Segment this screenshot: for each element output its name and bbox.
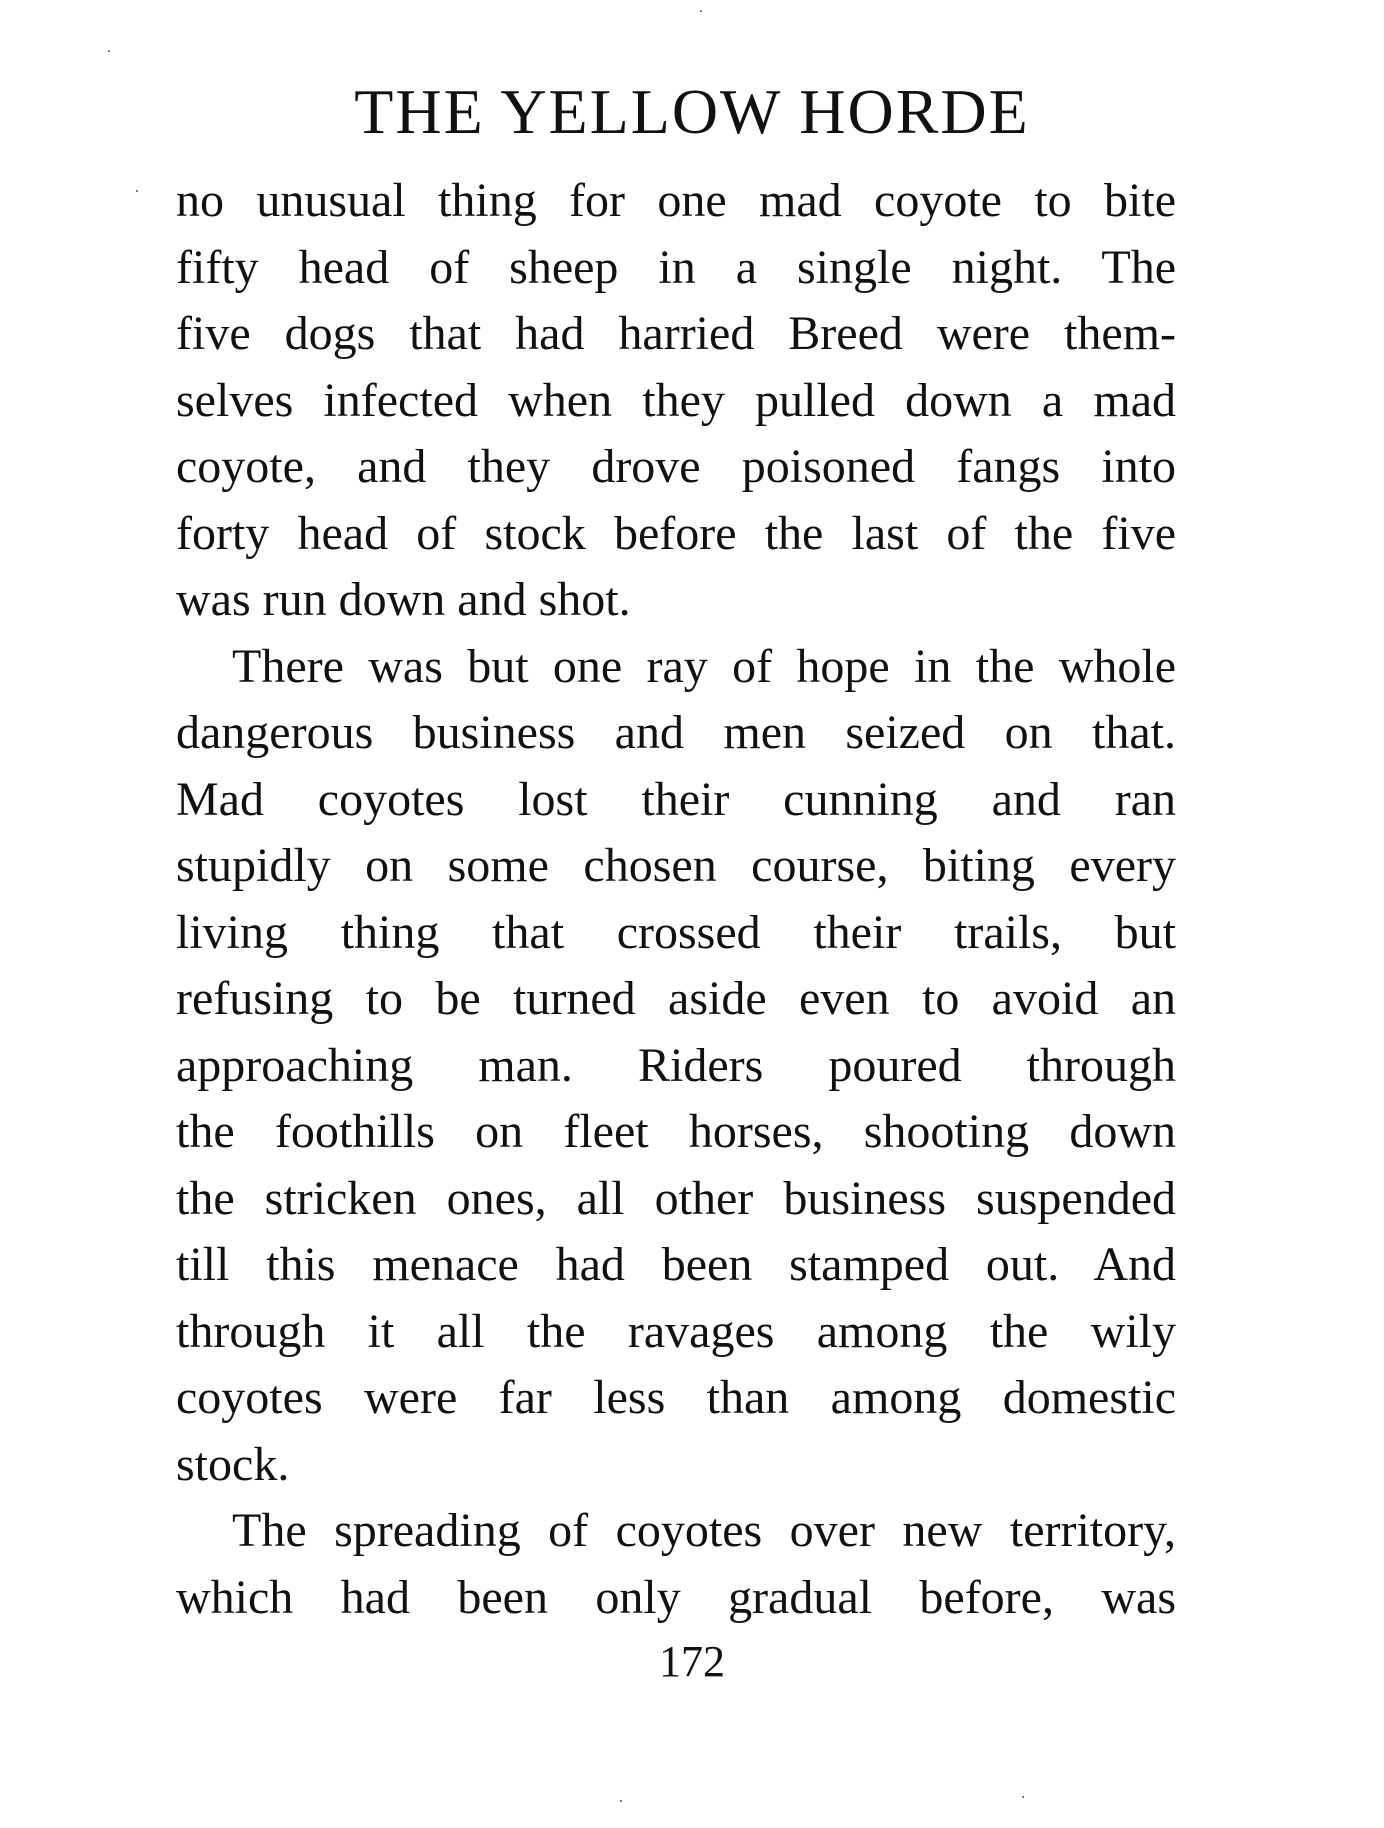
text-line: There was but one ray of hope in the whole: [232, 639, 1176, 693]
text-line: no unusual thing for one mad coyote to bite: [176, 174, 1176, 227]
text-line: fifty head of sheep in a single night. The: [176, 240, 1176, 294]
text-line: was run down and shot.: [176, 573, 631, 626]
scan-speck: [620, 1800, 622, 1802]
text-line: forty head of stock before the last of the five: [176, 506, 1176, 560]
text-line: through it all the ravages among the wily: [176, 1304, 1176, 1358]
page-number: 172: [659, 1637, 725, 1686]
text-line: Mad coyotes lost their cunning and ran: [176, 772, 1176, 826]
text-line: coyote, and they drove poisoned fangs into: [176, 440, 1176, 493]
text-line: which had been only gradual before, was: [176, 1570, 1176, 1624]
text-line: stupidly on some chosen course, biting every: [176, 839, 1176, 892]
paragraph: [176, 168, 1176, 634]
text-line: selves infected when they pulled down a mad: [176, 373, 1176, 427]
body-text: [176, 168, 1176, 1631]
scan-speck: [700, 10, 702, 12]
text-line: the foothills on fleet horses, shooting down: [176, 1105, 1176, 1158]
paragraph: [176, 634, 1176, 1499]
text-line: dangerous business and men seized on that.: [176, 706, 1176, 759]
text-line: living thing that crossed their trails, but: [176, 905, 1176, 959]
text-line: refusing to be turned aside even to avoid an: [176, 972, 1176, 1025]
running-head: THE YELLOW HORDE: [354, 76, 1030, 147]
text-line: approaching man. Riders poured through: [176, 1038, 1176, 1092]
text-line: five dogs that had harried Breed were them-: [176, 307, 1176, 360]
text-line: stock.: [176, 1437, 290, 1491]
text-line: The spreading of coyotes over new territory,: [232, 1504, 1176, 1557]
text-line: the stricken ones, all other business suspended: [176, 1171, 1176, 1225]
text-line: till this menace had been stamped out. And: [176, 1238, 1176, 1291]
paragraph: [176, 1498, 1176, 1631]
scan-speck: [1022, 1796, 1024, 1798]
scan-speck: [108, 50, 110, 52]
scan-speck: [136, 190, 138, 192]
text-line: coyotes were far less than among domestic: [176, 1371, 1176, 1424]
